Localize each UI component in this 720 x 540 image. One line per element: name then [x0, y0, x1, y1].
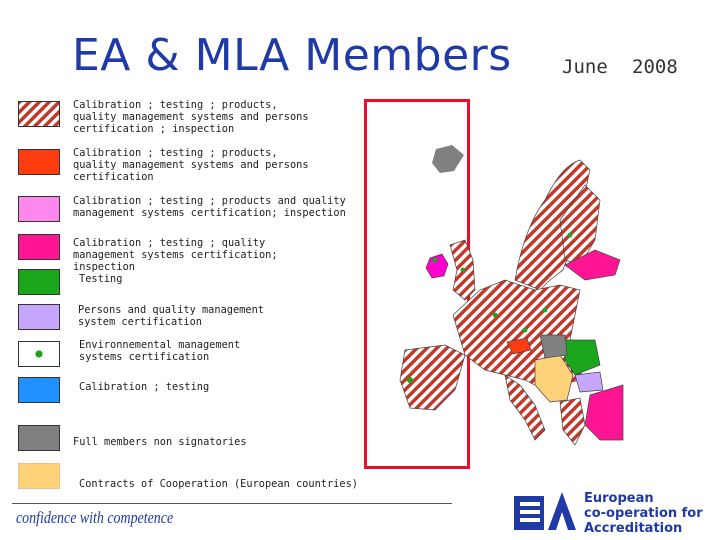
legend-label-magenta: Calibration ; testing ; quality management systems certification; inspection [73, 237, 278, 273]
page-title: EA & MLA Members [72, 30, 512, 81]
ea-logo-mark [514, 490, 580, 532]
map-ireland [426, 254, 448, 278]
legend-swatch-lavender [18, 304, 60, 330]
legend-swatch-light-pink [18, 196, 60, 222]
legend-label-full-hatched: Calibration ; testing ; products, quality management systems and persons certification ; inspection [73, 99, 309, 135]
legend-label-environmental: Environnemental management systems certification [79, 339, 241, 363]
map-dot [407, 377, 413, 383]
legend-swatch-env-dot [18, 341, 60, 367]
map-turkey [585, 385, 623, 440]
map-dot [433, 258, 438, 263]
legend-label-lavender: Persons and quality management system certification [78, 304, 264, 328]
legend-label-non-signatories: Full members non signatories [73, 436, 247, 448]
legend-swatch-magenta [18, 234, 60, 260]
europe-map-main [395, 140, 625, 460]
org-line-1: European [584, 491, 654, 506]
legend-swatch-grey [18, 425, 60, 451]
legend-label-red: Calibration ; testing ; products, quality management systems and persons certification [73, 147, 309, 183]
legend-swatch-green [18, 269, 60, 295]
map-dot [523, 328, 528, 333]
map-dot [543, 308, 548, 313]
legend-swatch-red [18, 149, 60, 175]
org-line-3: Accreditation [584, 521, 683, 536]
legend-swatch-blue [18, 377, 60, 403]
org-line-2: co-operation for [584, 506, 703, 521]
footer-motto: confidence with competence [16, 508, 174, 527]
date-month: June [562, 56, 608, 78]
date-year: 2008 [632, 56, 678, 78]
map-hungary [540, 335, 567, 358]
map-dot [493, 313, 498, 318]
legend-swatch-yellow [18, 463, 60, 489]
footer-divider [12, 503, 452, 504]
legend-label-calibration-testing: Calibration ; testing [79, 381, 210, 393]
org-name [584, 491, 703, 536]
map-dot [568, 233, 573, 238]
map-dot [461, 268, 466, 273]
legend-label-cooperation: Contracts of Cooperation (European countries) [79, 478, 358, 490]
map-bulgaria [575, 372, 603, 392]
legend-swatch-full-hatched [18, 101, 60, 127]
legend-label-testing: Testing [79, 273, 123, 285]
map-greece [560, 398, 585, 445]
legend-label-light-pink: Calibration ; testing ; products and quality management systems certification; inspection [73, 195, 346, 219]
